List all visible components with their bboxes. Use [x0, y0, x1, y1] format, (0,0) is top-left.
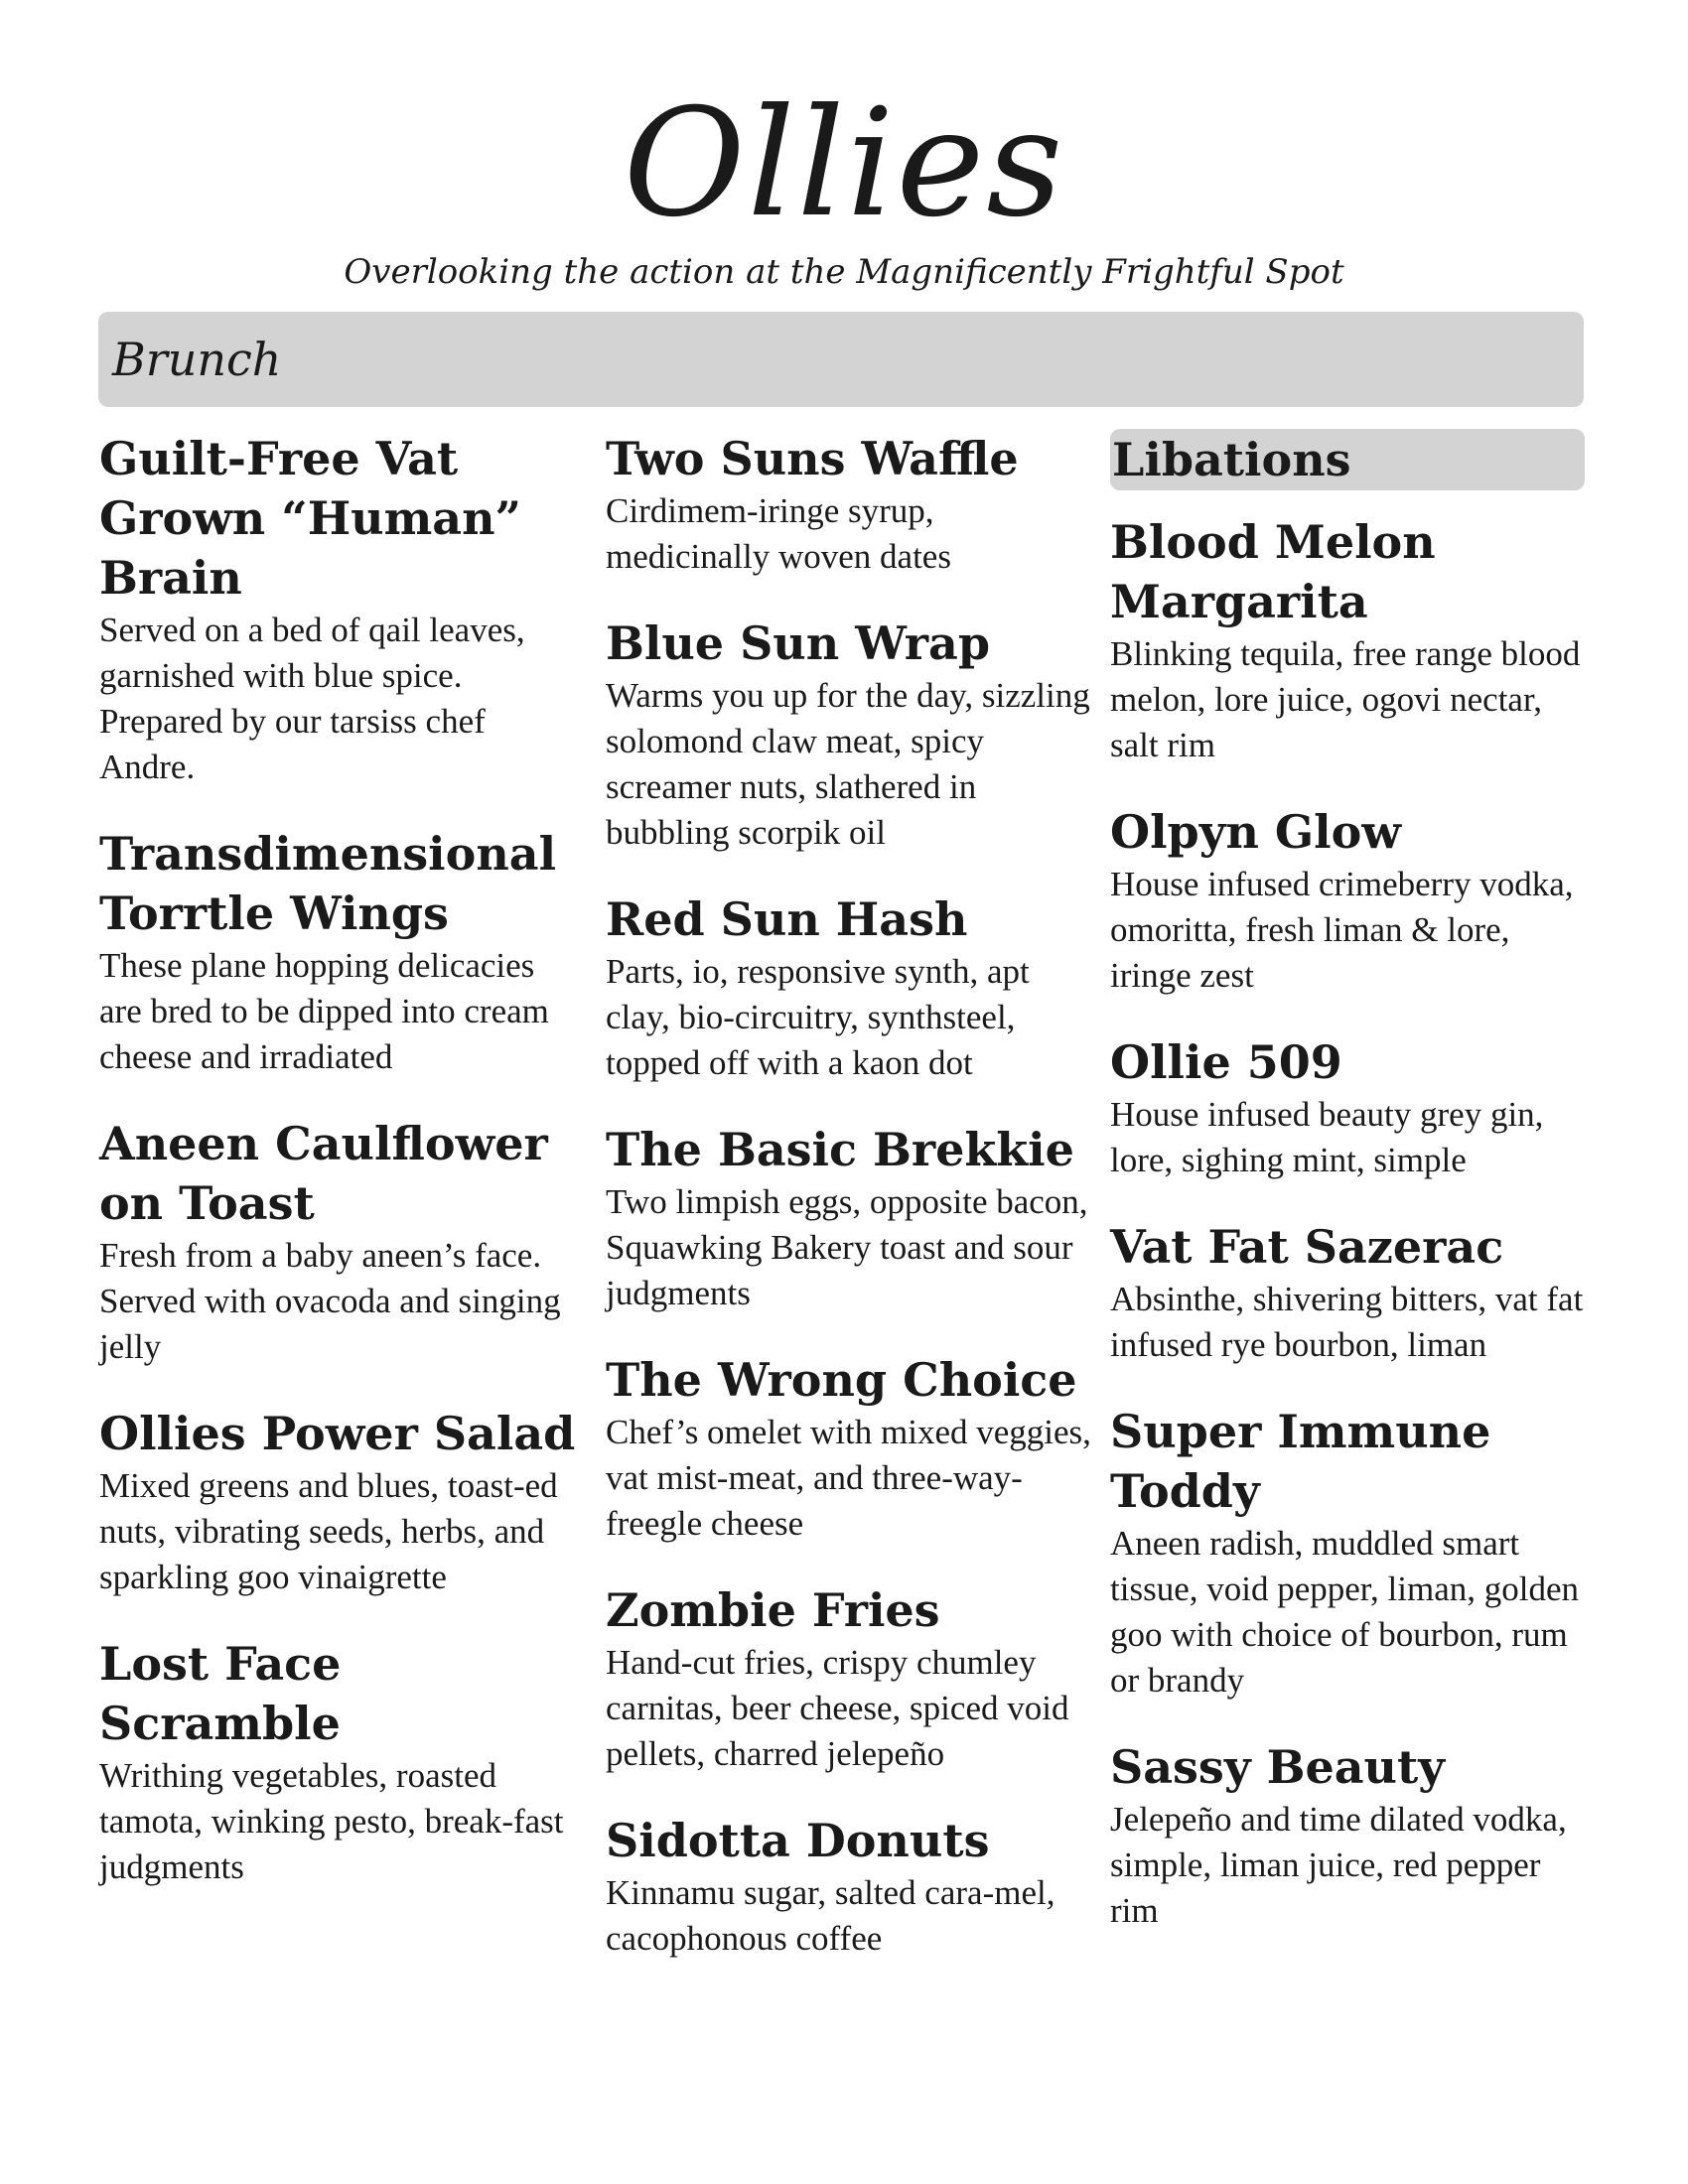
item-name: Aneen Caulflower on Toast: [99, 1117, 548, 1230]
menu-item: [606, 1811, 1092, 1962]
item-name: Super Immune Toddy: [1110, 1405, 1491, 1518]
item-name: Ollie 509: [1110, 1035, 1342, 1089]
item-name: Sassy Beauty: [1110, 1740, 1445, 1794]
menu-item: [606, 1580, 1092, 1777]
item-name: Blood Melon Margarita: [1110, 515, 1436, 628]
menu-item: [99, 1404, 576, 1600]
menu-item: [606, 1120, 1092, 1316]
drink-item: [1110, 1217, 1587, 1368]
item-description: Warms you up for the day, sizzling solomond claw meat, spicy screamer nuts, slathered in bubbling scorpik oil: [606, 676, 1090, 852]
item-description: These plane hopping delicacies are bred to be dipped into cream cheese and irradiated: [99, 946, 549, 1076]
item-description: Kinnamu sugar, salted cara-mel, cacophonous coffee: [606, 1873, 1055, 1958]
item-description: Aneen radish, muddled smart tissue, void pepper, liman, golden goo with choice of bourbon, rum or brandy: [1110, 1524, 1579, 1700]
item-name: The Wrong Choice: [606, 1353, 1077, 1407]
item-name: Red Sun Hash: [606, 892, 968, 946]
item-name: Transdimensional Torrtle Wings: [99, 827, 557, 940]
item-description: Two limpish eggs, opposite bacon, Squawking Bakery toast and sour judgments: [606, 1182, 1088, 1312]
menu-column-1: [99, 429, 576, 1924]
item-name: Two Suns Waffle: [606, 432, 1019, 485]
item-description: Jelepeño and time dilated vodka, simple, liman juice, red pepper rim: [1110, 1800, 1567, 1930]
drink-item: [1110, 1032, 1587, 1183]
item-description: Fresh from a baby aneen’s face. Served with ovacoda and singing jelly: [99, 1236, 561, 1366]
item-name: The Basic Brekkie: [606, 1123, 1074, 1176]
item-name: Zombie Fries: [606, 1583, 940, 1637]
menu-item: [606, 614, 1092, 856]
item-description: Writhing vegetables, roasted tamota, winking pesto, break-fast judgments: [99, 1756, 564, 1886]
menu-item: [606, 429, 1092, 580]
item-name: Sidotta Donuts: [606, 1814, 990, 1867]
page-title: Ollies: [623, 77, 1065, 250]
item-description: Absinthe, shivering bitters, vat fat infused rye bourbon, liman: [1110, 1280, 1584, 1364]
tagline: Overlooking the action at the Magnificently Frightful Spot: [344, 252, 1344, 292]
item-description: House infused crimeberry vodka, omoritta, fresh liman & lore, iringe zest: [1110, 865, 1574, 995]
menu-item: [99, 824, 576, 1080]
item-description: Served on a bed of qail leaves, garnished with blue spice. Prepared by our tarsiss chef Andre.: [99, 611, 525, 786]
menu-column-2: [606, 429, 1092, 1995]
item-description: Mixed greens and blues, toast-ed nuts, vibrating seeds, herbs, and sparkling goo vinaigrette: [99, 1466, 558, 1596]
item-description: Parts, io, responsive synth, apt clay, bio-circuitry, synthsteel, topped off with a kaon dot: [606, 952, 1030, 1082]
item-description: Chef’s omelet with mixed veggies, vat mist-meat, and three-way-freegle cheese: [606, 1413, 1091, 1543]
item-description: House infused beauty grey gin, lore, sighing mint, simple: [1110, 1095, 1544, 1179]
menu-item: [99, 1114, 576, 1370]
menu-item: [99, 1634, 576, 1890]
libations-heading: Libations: [1110, 429, 1585, 490]
section-label: Brunch: [112, 333, 282, 386]
drink-item: [1110, 1737, 1587, 1934]
item-name: Blue Sun Wrap: [606, 616, 991, 670]
item-name: Ollies Power Salad: [99, 1407, 576, 1460]
menu-item: [606, 1350, 1092, 1547]
menu-item: [99, 429, 576, 790]
item-name: Vat Fat Sazerac: [1110, 1220, 1504, 1274]
item-description: Cirdimem-iringe syrup, medicinally woven dates: [606, 491, 951, 576]
libations-column: [1110, 429, 1587, 1968]
drink-item: [1110, 802, 1587, 999]
brunch-section-bar: [98, 312, 1584, 407]
item-description: Blinking tequila, free range blood melon, lore juice, ogovi nectar, salt rim: [1110, 634, 1581, 764]
drink-item: [1110, 1402, 1587, 1704]
item-name: Guilt-Free Vat Grown “Human” Brain: [99, 432, 522, 605]
item-name: Olpyn Glow: [1110, 805, 1401, 859]
menu-item: [606, 889, 1092, 1086]
item-description: Hand-cut fries, crispy chumley carnitas, beer cheese, spiced void pellets, charred jelepeño: [606, 1643, 1069, 1773]
item-name: Lost Face Scramble: [99, 1637, 342, 1750]
drink-item: [1110, 512, 1587, 768]
